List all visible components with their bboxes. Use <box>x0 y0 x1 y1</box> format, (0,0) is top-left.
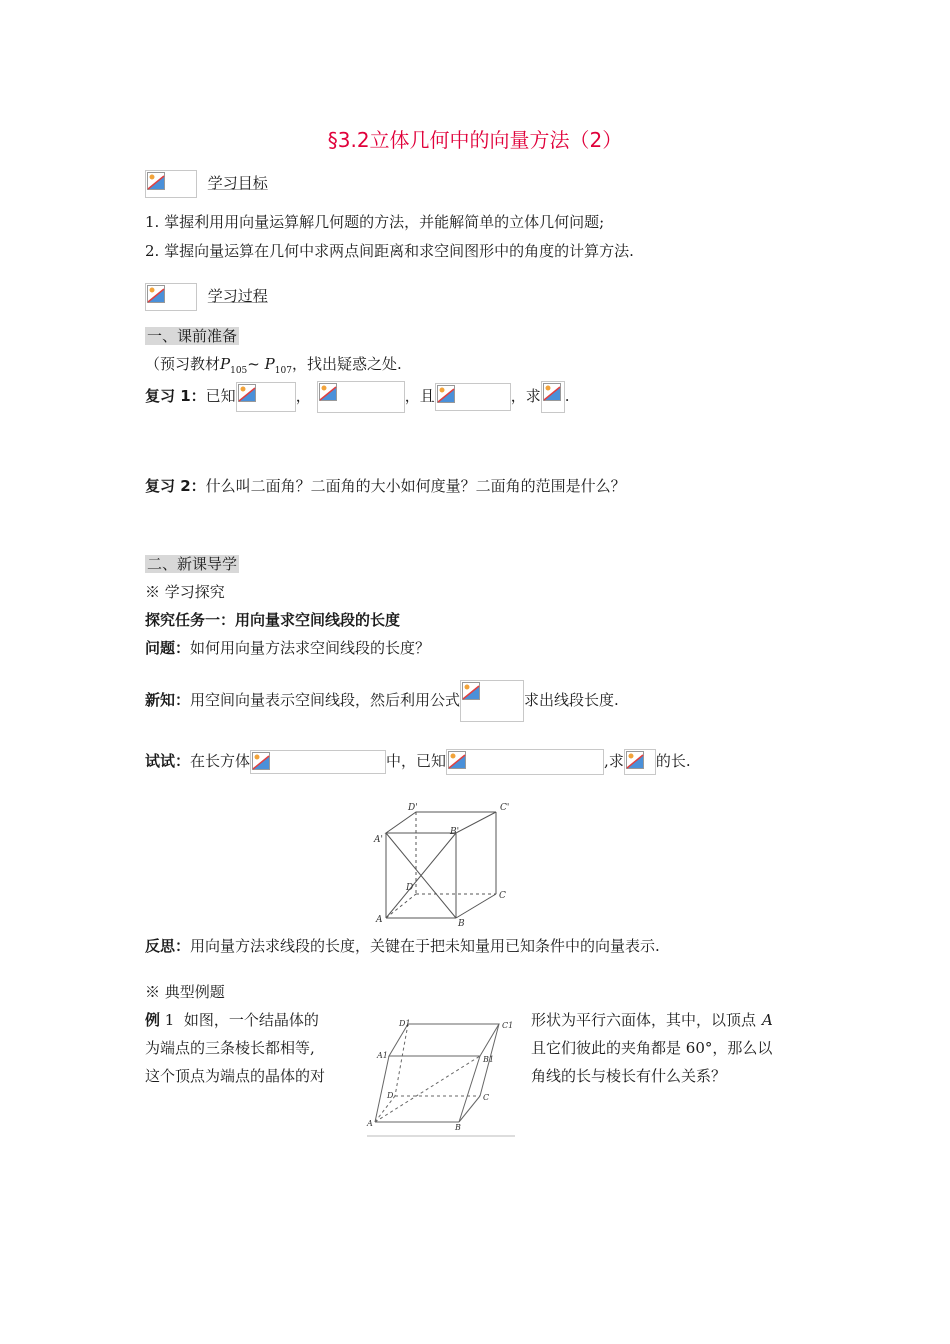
vertex-label: A' <box>374 835 383 845</box>
section-learning-goals <box>145 170 268 198</box>
formula-image-icon <box>541 381 565 413</box>
example-line <box>145 1009 319 1030</box>
try-text: 在长方体 <box>190 752 251 770</box>
section-learning-process <box>145 283 268 311</box>
vertex-label: D1 <box>399 1019 411 1028</box>
try-text: 中，已知 <box>386 752 447 770</box>
review-label: 复习 1： <box>145 387 206 405</box>
comma: ， <box>404 387 420 405</box>
vertex-symbol: A <box>762 1011 773 1029</box>
comma: ， <box>510 387 526 405</box>
vertex-label: C <box>483 1093 490 1102</box>
vertex-label: D <box>387 1091 394 1100</box>
preview-line <box>145 353 402 376</box>
try-label: 试试： <box>145 752 191 770</box>
goal-item: 2. 掌握向量运算在几何中求两点间距离和求空间图形中的角度的计算方法. <box>145 242 634 260</box>
image-placeholder-icon <box>145 283 197 311</box>
vertex-label: A1 <box>377 1051 388 1060</box>
example-text: 形状为平行六面体，其中，以顶点 <box>531 1011 757 1029</box>
preview-text: （预习教材 <box>145 355 221 373</box>
new-text: 用空间向量表示空间线段，然后利用公式 <box>190 691 461 709</box>
new-label: 新知： <box>145 691 191 709</box>
page-symbol: P <box>220 355 231 373</box>
subsection-heading: ※ 学习探究 <box>145 583 225 601</box>
vertex-label: B1 <box>483 1055 494 1064</box>
vertex-label: D' <box>408 803 418 813</box>
image-placeholder-icon <box>145 170 197 198</box>
new-knowledge-line <box>145 680 619 722</box>
example-text: 这个顶点为端点的晶体的对 <box>145 1067 326 1085</box>
formula-image-icon <box>317 381 405 413</box>
formula-image-icon <box>236 382 296 412</box>
try-text: 的长. <box>655 752 691 770</box>
reflect-text: 用向量方法求线段的长度，关键在于把未知量用已知条件中的向量表示. <box>190 937 660 955</box>
formula-image-icon <box>250 750 386 774</box>
vertex-label: B' <box>450 827 460 837</box>
new-text: 求出线段长度. <box>524 691 619 709</box>
vertex-label: C' <box>500 803 510 813</box>
task-heading: 探究任务一：用向量求空间线段的长度 <box>145 611 401 629</box>
example-text: 如图，一个结晶体的 <box>183 1011 319 1029</box>
review-text: 什么叫二面角？二面角的大小如何度量？二面角的范围是什么？ <box>205 477 626 495</box>
cuboid-figure <box>368 800 518 930</box>
review-text: 已知 <box>205 387 236 405</box>
vertex-label: A <box>367 1119 373 1128</box>
page-title: §3.2立体几何中的向量方法（2） <box>327 128 623 152</box>
formula-image-icon <box>435 383 511 411</box>
part-heading: 一、课前准备 <box>147 327 238 345</box>
question-line <box>145 637 430 658</box>
vertex-label: C1 <box>502 1021 514 1030</box>
review-text: 且 <box>419 387 435 405</box>
reflection-line <box>145 935 660 956</box>
goal-item: 1. 掌握利用用向量运算解几何题的方法，并能解简单的立体几何问题; <box>145 213 605 231</box>
vertex-label: D <box>406 883 414 893</box>
page-start: 105 <box>230 366 248 376</box>
reflect-label: 反思： <box>145 937 191 955</box>
question-text: 如何用向量方法求空间线段的长度？ <box>190 639 431 657</box>
parallelepiped-figure <box>365 1018 517 1140</box>
review-label: 复习 2： <box>145 477 206 495</box>
formula-image-icon <box>460 680 524 722</box>
example-text: 角线的长与棱长有什么关系？ <box>531 1067 727 1085</box>
review-text: 求 <box>525 387 541 405</box>
subsection-heading: ※ 典型例题 <box>145 983 225 1001</box>
vertex-label: B <box>455 1123 461 1132</box>
example-line <box>531 1009 773 1030</box>
example-number: 1 <box>164 1011 175 1029</box>
example-label: 例 <box>145 1011 161 1029</box>
part-heading: 二、新课导学 <box>147 555 238 573</box>
try-text: ,求 <box>604 752 624 770</box>
example-text: 且它们彼此的夹角都是 60°，那么以 <box>531 1039 773 1057</box>
comma: ， <box>295 387 311 405</box>
tilde: ~ <box>247 355 260 373</box>
vertex-label: A <box>376 915 383 925</box>
example-text: 为端点的三条棱长都相等, <box>145 1039 315 1057</box>
review1-line <box>145 381 570 413</box>
section-heading: 学习过程 <box>207 287 268 305</box>
review2-line <box>145 475 626 496</box>
preview-text: ，找出疑惑之处. <box>291 355 402 373</box>
question-label: 问题： <box>145 639 191 657</box>
vertex-label: B <box>458 919 465 929</box>
formula-image-icon <box>446 749 604 775</box>
vertex-label: C <box>499 891 506 901</box>
page-end: 107 <box>274 366 292 376</box>
formula-image-icon <box>624 749 656 775</box>
section-heading: 学习目标 <box>207 174 268 192</box>
period: . <box>564 387 570 405</box>
page-symbol: P <box>264 355 275 373</box>
try-line <box>145 749 691 775</box>
